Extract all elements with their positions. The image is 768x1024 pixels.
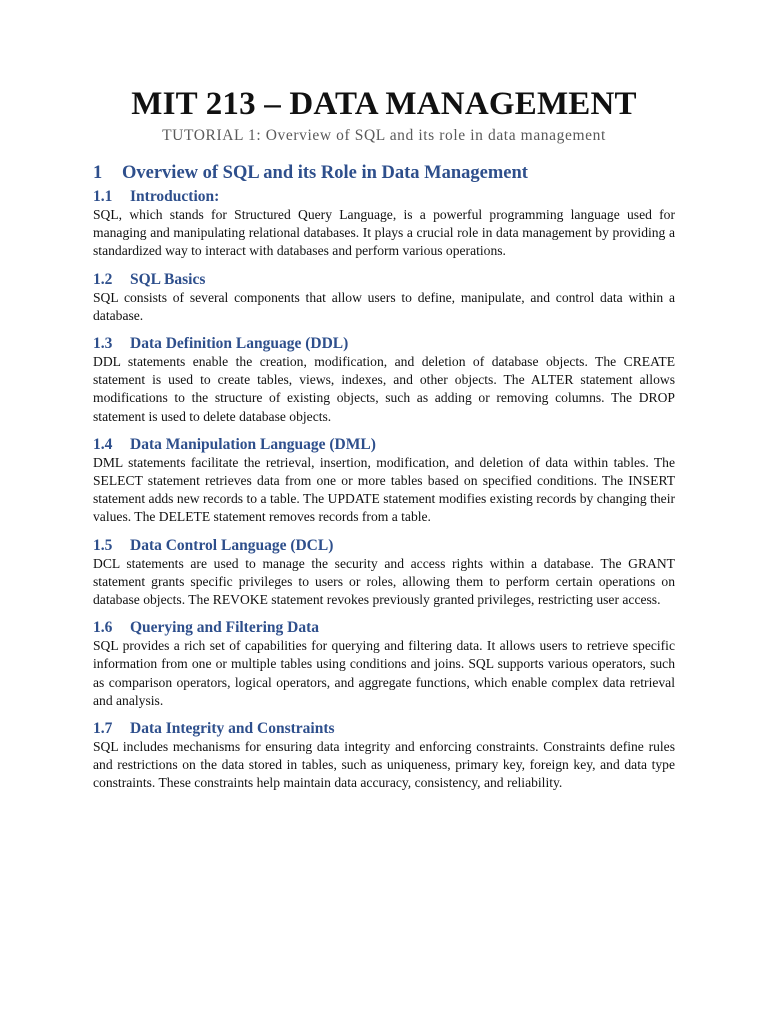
section-title: Data Definition Language (DDL) [130,335,349,353]
section-number: 1.3 [93,335,113,353]
section-title: Introduction: [130,188,220,205]
section-integrity [93,720,675,793]
section-number: 1.6 [93,619,113,637]
section-number: 1.1 [93,188,113,205]
chapter-heading [93,162,675,184]
section-paragraph: DCL statements are used to manage the security and access rights within a database. The GRANT statement grants specific privileges to users or roles, allowing them to perform certain operations on database objects. The REVOKE statement revokes previously granted privileges, restricting user access. [93,555,675,608]
section-paragraph: SQL provides a rich set of capabilities for querying and filtering data. It allows users to retrieve specific information from one or multiple tables using conditions and joins. SQL supports various operators, such as comparison operators, logical operators, and aggregate functions, which enable complex data retrieval and analysis. [93,638,675,708]
section-number: 1.2 [93,270,113,288]
section-heading [93,188,675,206]
section-number: 1.5 [93,536,113,554]
section-title: Data Control Language (DCL) [130,536,334,554]
section-ddl [93,335,675,426]
document-subtitle: TUTORIAL 1: Overview of SQL and its role in data management [162,127,606,144]
section-number: 1.7 [93,720,113,738]
section-sql-basics [93,271,675,325]
section-number: 1.4 [93,435,113,453]
section-heading [93,537,675,555]
section-heading [93,436,675,454]
section-heading [93,720,675,738]
chapter-number: 1 [93,163,103,183]
section-dml [93,436,675,527]
section-title: SQL Basics [130,270,206,288]
section-title: Data Integrity and Constraints [130,720,335,738]
chapter-title: Overview of SQL and its Role in Data Management [122,163,528,183]
section-paragraph: SQL, which stands for Structured Query Language, is a powerful programming language used for managing and manipulating relational databases. It plays a crucial role in data management by providing a standardized way to interact with databases and perform various operations. [93,207,675,259]
section-title: Querying and Filtering Data [130,619,320,637]
section-heading [93,335,675,353]
section-dcl [93,537,675,610]
section-paragraph: DDL statements enable the creation, modification, and deletion of database objects. The CREATE statement is used to create tables, views, indexes, and other objects. The ALTER statement allows modifications to the structure of existing objects, such as adding or removing columns. The DROP statement is used to delete database objects. [93,354,675,424]
section-paragraph: DML statements facilitate the retrieval, insertion, modification, and deletion of data within tables. The SELECT statement retrieves data from one or more tables based on specified conditions. The INSERT statement adds new records to a table. The UPDATE statement modifies existing records by changing their values. The DELETE statement removes records from a table. [93,454,675,525]
section-paragraph: SQL consists of several components that allow users to define, manipulate, and control data within a database. [93,289,675,323]
section-paragraph: SQL includes mechanisms for ensuring data integrity and enforcing constraints. Constraints define rules and restrictions on the data stored in tables, such as uniqueness, primary key, foreign key, and data type constraints. These constraints help maintain data accuracy, consistency, and reliability. [93,739,675,791]
section-querying [93,619,675,710]
section-title: Data Manipulation Language (DML) [130,435,376,453]
document-page [93,84,675,793]
document-title: MIT 213 – DATA MANAGEMENT [131,86,637,122]
section-introduction [93,188,675,261]
section-heading [93,271,675,289]
section-heading [93,619,675,637]
